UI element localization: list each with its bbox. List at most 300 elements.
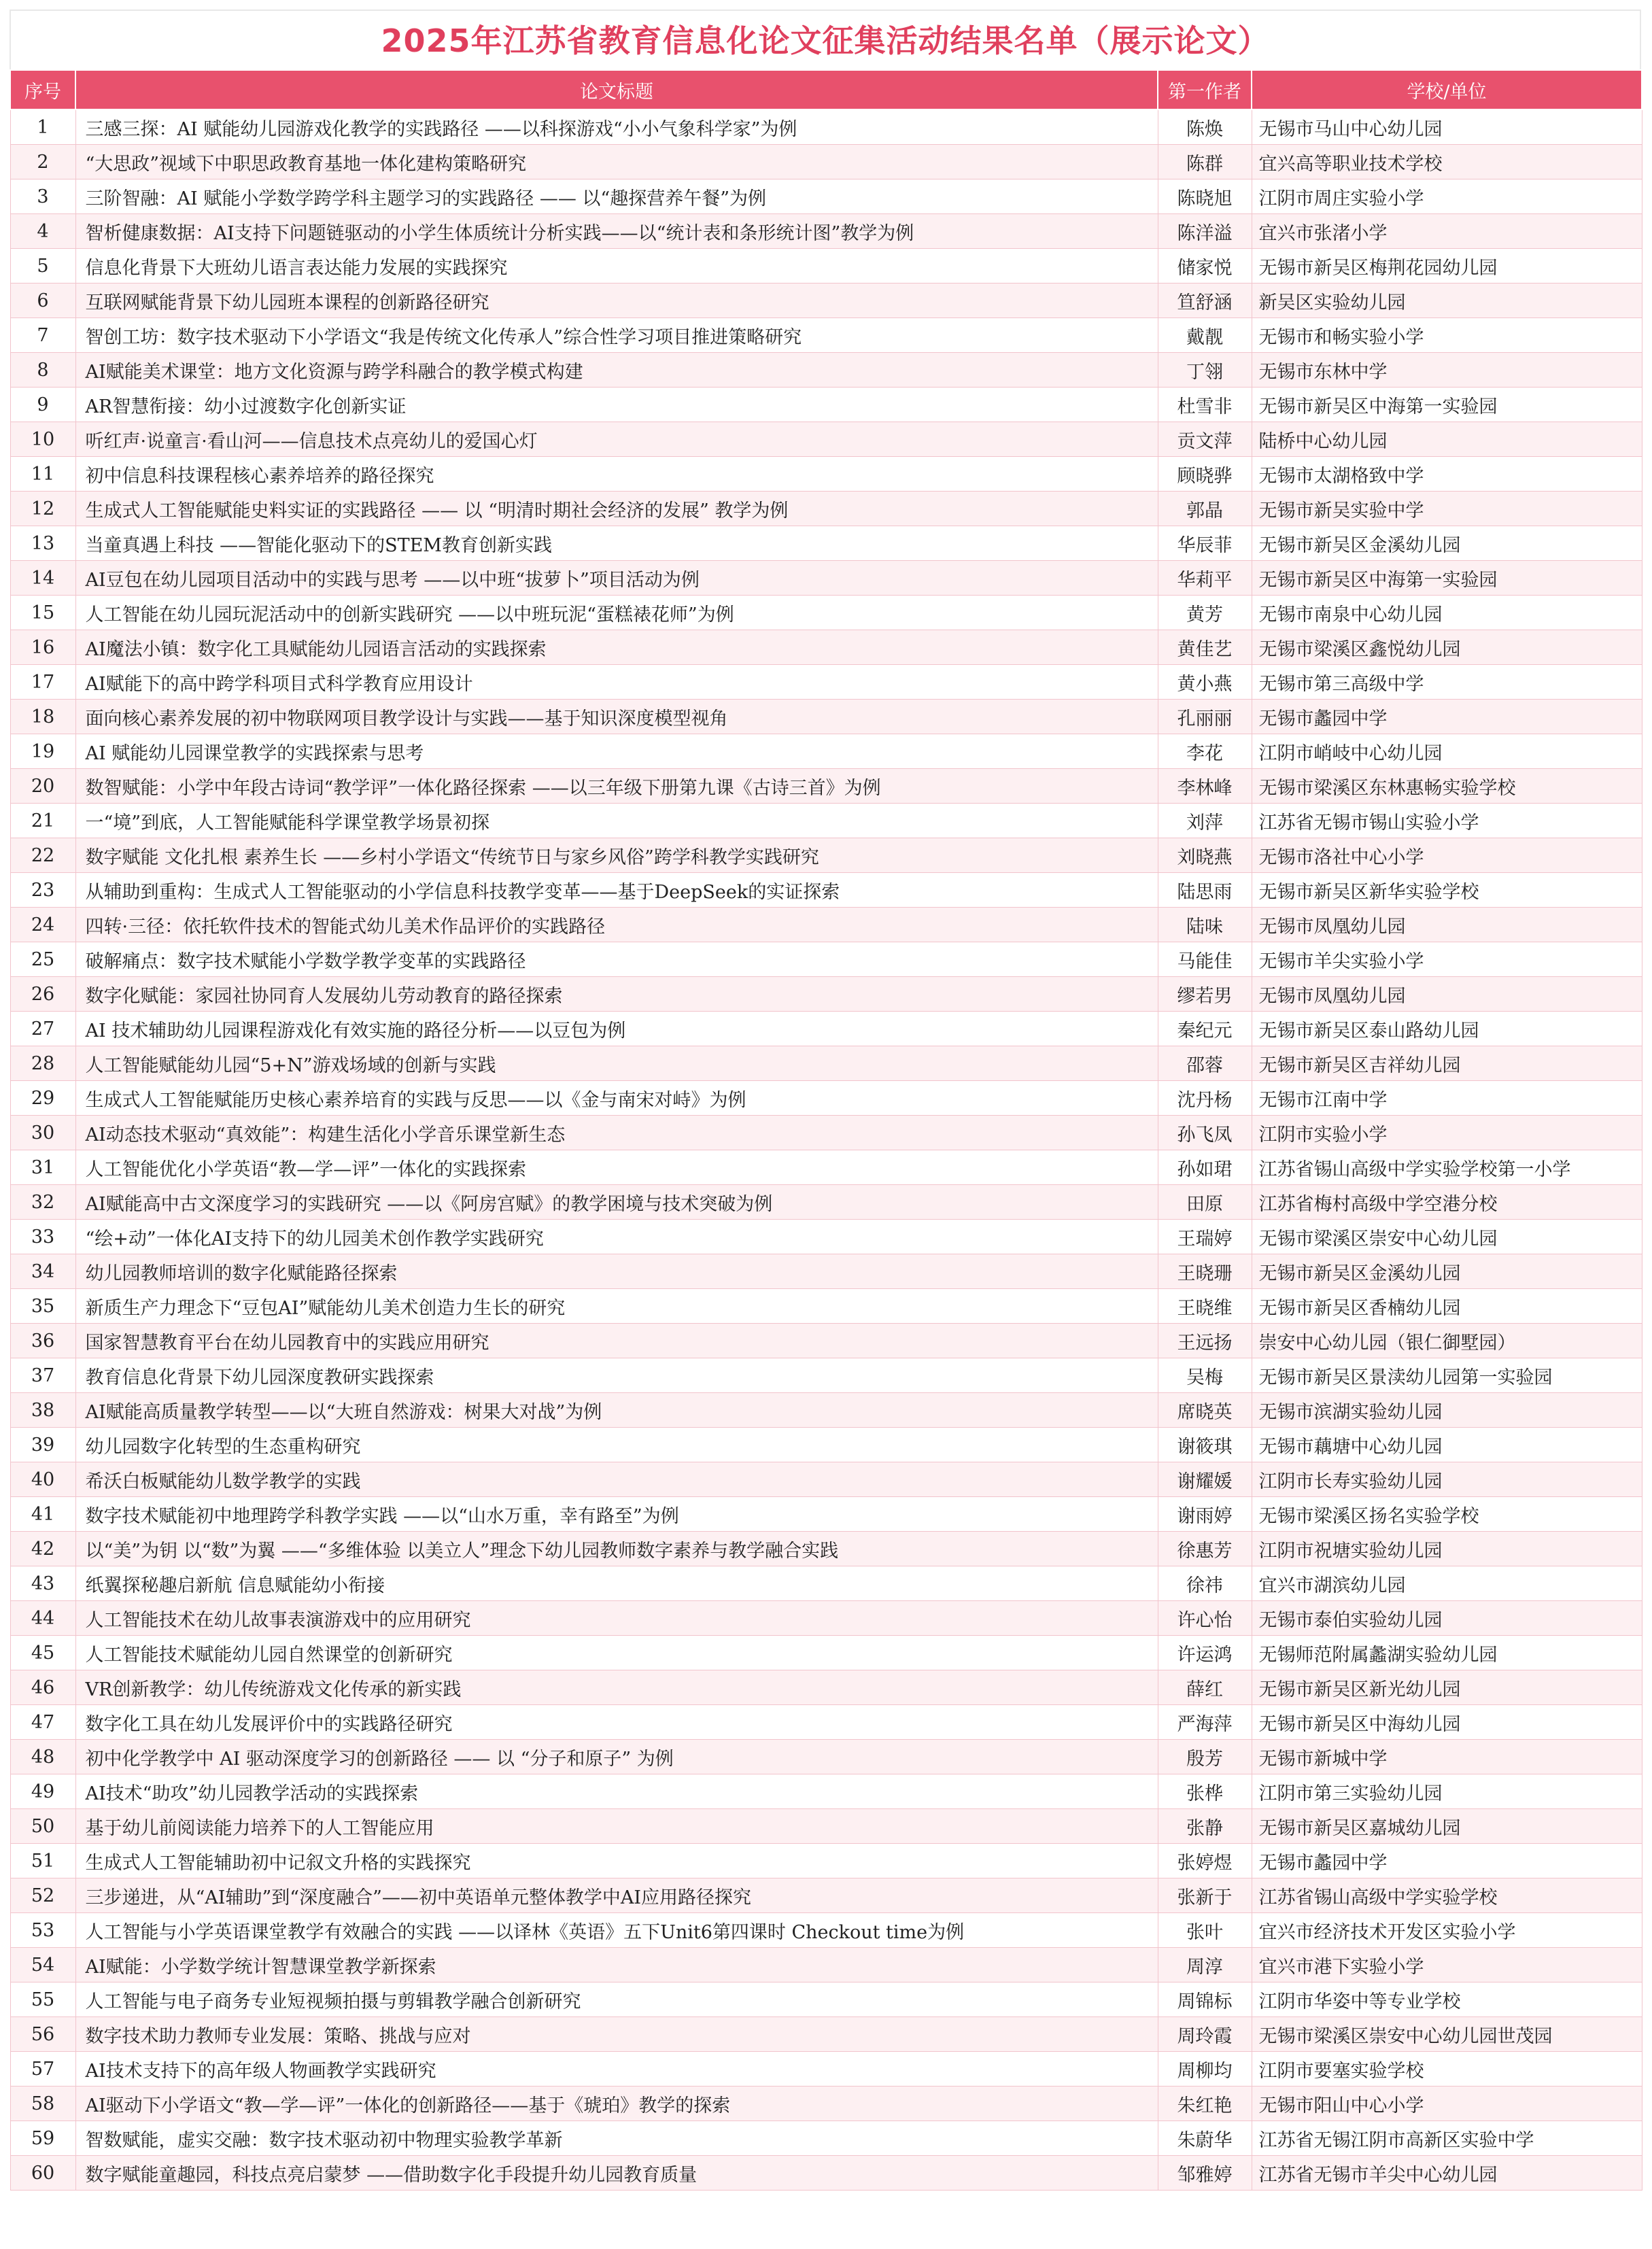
table-row (10, 908, 1642, 942)
cell-author: 谢耀媛 (1158, 1462, 1252, 1497)
table-row (10, 1289, 1642, 1324)
cell-author: 周淳 (1158, 1948, 1252, 1982)
cell-no: 14 (10, 561, 75, 596)
cell-school: 宜兴市经济技术开发区实验小学 (1252, 1913, 1642, 1948)
cell-no: 21 (10, 804, 75, 838)
cell-title: 数字技术助力教师专业发展：策略、挑战与应对 (75, 2017, 1158, 2052)
cell-no: 13 (10, 526, 75, 561)
cell-author: 陆味 (1158, 908, 1252, 942)
cell-school: 无锡市马山中心幼儿园 (1252, 109, 1642, 145)
cell-title: “绘+动”一体化AI支持下的幼儿园美术创作教学实践研究 (75, 1220, 1158, 1254)
cell-no: 6 (10, 284, 75, 318)
cell-school: 无锡市新吴实验中学 (1252, 492, 1642, 526)
cell-author: 田原 (1158, 1185, 1252, 1220)
cell-school: 新吴区实验幼儿园 (1252, 284, 1642, 318)
cell-title: 教育信息化背景下幼儿园深度教研实践探索 (75, 1358, 1158, 1393)
cell-no: 31 (10, 1150, 75, 1185)
table-row (10, 145, 1642, 179)
cell-title: 初中化学教学中 AI 驱动深度学习的创新路径 —— 以 “分子和原子” 为例 (75, 1740, 1158, 1774)
cell-author: 邹雅婷 (1158, 2156, 1252, 2191)
table-row (10, 1844, 1642, 1878)
table-row (10, 1601, 1642, 1636)
cell-title: 当童真遇上科技 ——智能化驱动下的STEM教育创新实践 (75, 526, 1158, 561)
table-row (10, 734, 1642, 769)
cell-school: 无锡市新吴区金溪幼儿园 (1252, 526, 1642, 561)
cell-title: 生成式人工智能赋能史料实证的实践路径 —— 以 “明清时期社会经济的发展” 教学为例 (75, 492, 1158, 526)
cell-school: 江苏省无锡市锡山实验小学 (1252, 804, 1642, 838)
table-row (10, 1497, 1642, 1532)
cell-no: 48 (10, 1740, 75, 1774)
cell-author: 张叶 (1158, 1913, 1252, 1948)
table-row (10, 1532, 1642, 1566)
table-row (10, 2017, 1642, 2052)
cell-no: 56 (10, 2017, 75, 2052)
cell-school: 无锡市太湖格致中学 (1252, 457, 1642, 492)
cell-author: 张新于 (1158, 1878, 1252, 1913)
cell-title: 人工智能技术在幼儿故事表演游戏中的应用研究 (75, 1601, 1158, 1636)
cell-author: 华辰菲 (1158, 526, 1252, 561)
cell-no: 57 (10, 2052, 75, 2087)
cell-title: 初中信息科技课程核心素养培养的路径探究 (75, 457, 1158, 492)
table-row (10, 873, 1642, 908)
table-row (10, 2156, 1642, 2191)
cell-title: AI技术支持下的高年级人物画教学实践研究 (75, 2052, 1158, 2087)
cell-school: 无锡市新吴区中海第一实验园 (1252, 388, 1642, 422)
cell-title: 数字赋能 文化扎根 素养生长 ——乡村小学语文“传统节日与家乡风俗”跨学科教学实践研究 (75, 838, 1158, 873)
cell-no: 39 (10, 1428, 75, 1462)
cell-school: 无锡市滨湖实验幼儿园 (1252, 1393, 1642, 1428)
cell-school: 崇安中心幼儿园（银仁御墅园） (1252, 1324, 1642, 1358)
cell-school: 无锡市藕塘中心幼儿园 (1252, 1428, 1642, 1462)
cell-no: 27 (10, 1012, 75, 1046)
cell-author: 许心怡 (1158, 1601, 1252, 1636)
cell-school: 无锡市新吴区中海第一实验园 (1252, 561, 1642, 596)
table-row (10, 977, 1642, 1012)
cell-school: 无锡市阳山中心小学 (1252, 2087, 1642, 2121)
cell-author: 孔丽丽 (1158, 700, 1252, 734)
table-row (10, 1462, 1642, 1497)
cell-author: 严海萍 (1158, 1705, 1252, 1740)
cell-author: 陈洋溢 (1158, 214, 1252, 249)
cell-school: 无锡市第三高级中学 (1252, 665, 1642, 700)
cell-author: 王晓维 (1158, 1289, 1252, 1324)
cell-school: 江阴市长寿实验幼儿园 (1252, 1462, 1642, 1497)
table-row (10, 109, 1642, 145)
table-row (10, 1081, 1642, 1116)
cell-no: 9 (10, 388, 75, 422)
cell-title: AI豆包在幼儿园项目活动中的实践与思考 ——以中班“拔萝卜”项目活动为例 (75, 561, 1158, 596)
cell-author: 张静 (1158, 1809, 1252, 1844)
cell-title: 以“美”为钥 以“数”为翼 ——“多维体验 以美立人”理念下幼儿园教师数字素养与教学融合实践 (75, 1532, 1158, 1566)
cell-no: 49 (10, 1774, 75, 1809)
table-row (10, 561, 1642, 596)
cell-school: 无锡市梁溪区崇安中心幼儿园 (1252, 1220, 1642, 1254)
cell-school: 无锡市洛社中心小学 (1252, 838, 1642, 873)
cell-title: VR创新教学：幼儿传统游戏文化传承的新实践 (75, 1670, 1158, 1705)
cell-school: 无锡市梁溪区扬名实验学校 (1252, 1497, 1642, 1532)
table-row (10, 2121, 1642, 2156)
cell-no: 32 (10, 1185, 75, 1220)
cell-school: 无锡市和畅实验小学 (1252, 318, 1642, 353)
table-row (10, 769, 1642, 804)
cell-author: 秦纪元 (1158, 1012, 1252, 1046)
cell-school: 无锡市江南中学 (1252, 1081, 1642, 1116)
table-row (10, 1428, 1642, 1462)
cell-title: 国家智慧教育平台在幼儿园教育中的实践应用研究 (75, 1324, 1158, 1358)
cell-school: 江苏省锡山高级中学实验学校 (1252, 1878, 1642, 1913)
cell-no: 40 (10, 1462, 75, 1497)
cell-no: 20 (10, 769, 75, 804)
cell-title: AI驱动下小学语文“教—学—评”一体化的创新路径——基于《琥珀》教学的探索 (75, 2087, 1158, 2121)
cell-title: 三感三探：AI 赋能幼儿园游戏化教学的实践路径 ——以科探游戏“小小气象科学家”为例 (75, 109, 1158, 145)
cell-school: 无锡师范附属蠡湖实验幼儿园 (1252, 1636, 1642, 1670)
table-row (10, 596, 1642, 630)
cell-school: 无锡市东林中学 (1252, 353, 1642, 388)
cell-school: 江阴市华姿中等专业学校 (1252, 1982, 1642, 2017)
cell-author: 周玲霞 (1158, 2017, 1252, 2052)
cell-no: 15 (10, 596, 75, 630)
cell-no: 5 (10, 249, 75, 284)
cell-school: 无锡市新吴区金溪幼儿园 (1252, 1254, 1642, 1289)
cell-author: 李林峰 (1158, 769, 1252, 804)
cell-author: 华莉平 (1158, 561, 1252, 596)
table-row (10, 318, 1642, 353)
cell-school: 江苏省梅村高级中学空港分校 (1252, 1185, 1642, 1220)
cell-author: 王远扬 (1158, 1324, 1252, 1358)
cell-no: 41 (10, 1497, 75, 1532)
cell-school: 宜兴市港下实验小学 (1252, 1948, 1642, 1982)
table-row (10, 422, 1642, 457)
cell-school: 江阴市实验小学 (1252, 1116, 1642, 1150)
cell-title: 听红声·说童言·看山河——信息技术点亮幼儿的爱国心灯 (75, 422, 1158, 457)
header-school: 学校/单位 (1252, 70, 1642, 109)
cell-title: 纸翼探秘趣启新航 信息赋能幼小衔接 (75, 1566, 1158, 1601)
results-sheet (10, 10, 1641, 2191)
table-row (10, 214, 1642, 249)
cell-title: AI 技术辅助幼儿园课程游戏化有效实施的路径分析——以豆包为例 (75, 1012, 1158, 1046)
cell-title: 破解痛点：数字技术赋能小学数学教学变革的实践路径 (75, 942, 1158, 977)
cell-title: 生成式人工智能赋能历史核心素养培育的实践与反思——以《金与南宋对峙》为例 (75, 1081, 1158, 1116)
cell-school: 宜兴高等职业技术学校 (1252, 145, 1642, 179)
cell-title: 三阶智融：AI 赋能小学数学跨学科主题学习的实践路径 —— 以“趣探营养午餐”为例 (75, 179, 1158, 214)
table-row (10, 1740, 1642, 1774)
table-row (10, 2052, 1642, 2087)
cell-author: 陆思雨 (1158, 873, 1252, 908)
cell-school: 无锡市凤凰幼儿园 (1252, 977, 1642, 1012)
table-row (10, 1358, 1642, 1393)
cell-title: 幼儿园数字化转型的生态重构研究 (75, 1428, 1158, 1462)
cell-no: 38 (10, 1393, 75, 1428)
cell-no: 43 (10, 1566, 75, 1601)
cell-author: 郭晶 (1158, 492, 1252, 526)
cell-author: 薛红 (1158, 1670, 1252, 1705)
cell-author: 吴梅 (1158, 1358, 1252, 1393)
cell-title: 人工智能在幼儿园玩泥活动中的创新实践研究 ——以中班玩泥“蛋糕裱花师”为例 (75, 596, 1158, 630)
cell-author: 杜雪非 (1158, 388, 1252, 422)
cell-author: 徐祎 (1158, 1566, 1252, 1601)
cell-title: 新质生产力理念下“豆包AI”赋能幼儿美术创造力生长的研究 (75, 1289, 1158, 1324)
cell-no: 52 (10, 1878, 75, 1913)
cell-school: 江苏省无锡江阴市高新区实验中学 (1252, 2121, 1642, 2156)
cell-title: AI赋能高质量教学转型——以“大班自然游戏：树果大对战”为例 (75, 1393, 1158, 1428)
cell-no: 50 (10, 1809, 75, 1844)
cell-school: 无锡市新吴区吉祥幼儿园 (1252, 1046, 1642, 1081)
cell-author: 李花 (1158, 734, 1252, 769)
cell-school: 无锡市新吴区泰山路幼儿园 (1252, 1012, 1642, 1046)
table-row (10, 284, 1642, 318)
cell-school: 无锡市新吴区新光幼儿园 (1252, 1670, 1642, 1705)
cell-no: 58 (10, 2087, 75, 2121)
cell-author: 孙飞凤 (1158, 1116, 1252, 1150)
cell-title: 数字化赋能：家园社协同育人发展幼儿劳动教育的路径探索 (75, 977, 1158, 1012)
cell-author: 席晓英 (1158, 1393, 1252, 1428)
cell-school: 江阴市周庄实验小学 (1252, 179, 1642, 214)
cell-title: AI魔法小镇：数字化工具赋能幼儿园语言活动的实践探索 (75, 630, 1158, 665)
cell-no: 7 (10, 318, 75, 353)
cell-no: 17 (10, 665, 75, 700)
table-row (10, 942, 1642, 977)
cell-no: 26 (10, 977, 75, 1012)
cell-title: AI赋能下的高中跨学科项目式科学教育应用设计 (75, 665, 1158, 700)
cell-title: 数字化工具在幼儿发展评价中的实践路径研究 (75, 1705, 1158, 1740)
cell-no: 42 (10, 1532, 75, 1566)
cell-no: 46 (10, 1670, 75, 1705)
cell-title: 互联网赋能背景下幼儿园班本课程的创新路径研究 (75, 284, 1158, 318)
cell-no: 8 (10, 353, 75, 388)
cell-school: 无锡市羊尖实验小学 (1252, 942, 1642, 977)
cell-title: 从辅助到重构：生成式人工智能驱动的小学信息科技教学变革——基于DeepSeek的实证探索 (75, 873, 1158, 908)
table-row (10, 1150, 1642, 1185)
cell-school: 陆桥中心幼儿园 (1252, 422, 1642, 457)
table-body (10, 109, 1642, 2191)
table-row (10, 1566, 1642, 1601)
cell-no: 4 (10, 214, 75, 249)
table-row (10, 249, 1642, 284)
cell-title: AI赋能高中古文深度学习的实践研究 ——以《阿房宫赋》的教学困境与技术突破为例 (75, 1185, 1158, 1220)
table-row (10, 1116, 1642, 1150)
cell-title: 三步递进，从“AI辅助”到“深度融合”——初中英语单元整体教学中AI应用路径探究 (75, 1878, 1158, 1913)
cell-author: 陈群 (1158, 145, 1252, 179)
table-row (10, 1012, 1642, 1046)
table-row (10, 1220, 1642, 1254)
cell-title: “大思政”视域下中职思政教育基地一体化建构策略研究 (75, 145, 1158, 179)
header-author: 第一作者 (1158, 70, 1252, 109)
cell-school: 江苏省锡山高级中学实验学校第一小学 (1252, 1150, 1642, 1185)
table-row (10, 700, 1642, 734)
cell-school: 江阴市祝塘实验幼儿园 (1252, 1532, 1642, 1566)
header-no: 序号 (10, 70, 75, 109)
cell-title: AI动态技术驱动“真效能”：构建生活化小学音乐课堂新生态 (75, 1116, 1158, 1150)
cell-no: 47 (10, 1705, 75, 1740)
cell-school: 无锡市新吴区新华实验学校 (1252, 873, 1642, 908)
table-row (10, 1670, 1642, 1705)
cell-title: 一“境”到底，人工智能赋能科学课堂教学场景初探 (75, 804, 1158, 838)
cell-school: 无锡市新吴区景渎幼儿园第一实验园 (1252, 1358, 1642, 1393)
cell-title: 人工智能与小学英语课堂教学有效融合的实践 ——以译林《英语》五下Unit6第四课时 Checkout time为例 (75, 1913, 1158, 1948)
table-row (10, 1324, 1642, 1358)
cell-school: 无锡市梁溪区东林惠畅实验学校 (1252, 769, 1642, 804)
cell-author: 储家悦 (1158, 249, 1252, 284)
table-row (10, 1809, 1642, 1844)
cell-title: 数字技术赋能初中地理跨学科教学实践 ——以“山水万重，幸有路至”为例 (75, 1497, 1158, 1532)
cell-no: 51 (10, 1844, 75, 1878)
cell-author: 王晓珊 (1158, 1254, 1252, 1289)
cell-no: 24 (10, 908, 75, 942)
cell-author: 邵蓉 (1158, 1046, 1252, 1081)
cell-title: 面向核心素养发展的初中物联网项目教学设计与实践——基于知识深度模型视角 (75, 700, 1158, 734)
table-row (10, 457, 1642, 492)
table-row (10, 1393, 1642, 1428)
cell-no: 25 (10, 942, 75, 977)
cell-author: 贡文萍 (1158, 422, 1252, 457)
cell-author: 笪舒涵 (1158, 284, 1252, 318)
cell-no: 12 (10, 492, 75, 526)
cell-title: 智数赋能，虚实交融：数字技术驱动初中物理实验教学革新 (75, 2121, 1158, 2156)
table-row (10, 1636, 1642, 1670)
cell-no: 33 (10, 1220, 75, 1254)
cell-no: 29 (10, 1081, 75, 1116)
cell-school: 江阴市峭岐中心幼儿园 (1252, 734, 1642, 769)
cell-title: 幼儿园教师培训的数字化赋能路径探索 (75, 1254, 1158, 1289)
cell-author: 谢筱琪 (1158, 1428, 1252, 1462)
cell-no: 16 (10, 630, 75, 665)
cell-school: 无锡市新吴区中海幼儿园 (1252, 1705, 1642, 1740)
table-row (10, 1948, 1642, 1982)
page-title: 2025年江苏省教育信息化论文征集活动结果名单（展示论文） (10, 10, 1641, 69)
cell-author: 沈丹杨 (1158, 1081, 1252, 1116)
cell-author: 周锦标 (1158, 1982, 1252, 2017)
table-row (10, 1982, 1642, 2017)
cell-no: 19 (10, 734, 75, 769)
cell-no: 60 (10, 2156, 75, 2191)
cell-school: 江阴市要塞实验学校 (1252, 2052, 1642, 2087)
cell-author: 王瑞婷 (1158, 1220, 1252, 1254)
cell-no: 30 (10, 1116, 75, 1150)
cell-title: AI赋能：小学数学统计智慧课堂教学新探索 (75, 1948, 1158, 1982)
cell-title: 数字赋能童趣园，科技点亮启蒙梦 ——借助数字化手段提升幼儿园教育质量 (75, 2156, 1158, 2191)
table-row (10, 353, 1642, 388)
cell-school: 江阴市第三实验幼儿园 (1252, 1774, 1642, 1809)
cell-title: 基于幼儿前阅读能力培养下的人工智能应用 (75, 1809, 1158, 1844)
cell-author: 马能佳 (1158, 942, 1252, 977)
cell-title: 人工智能技术赋能幼儿园自然课堂的创新研究 (75, 1636, 1158, 1670)
cell-school: 江苏省无锡市羊尖中心幼儿园 (1252, 2156, 1642, 2191)
cell-no: 11 (10, 457, 75, 492)
cell-author: 徐惠芳 (1158, 1532, 1252, 1566)
cell-no: 37 (10, 1358, 75, 1393)
cell-no: 35 (10, 1289, 75, 1324)
cell-author: 缪若男 (1158, 977, 1252, 1012)
cell-school: 无锡市南泉中心幼儿园 (1252, 596, 1642, 630)
cell-author: 殷芳 (1158, 1740, 1252, 1774)
table-row (10, 665, 1642, 700)
table-row (10, 179, 1642, 214)
cell-author: 顾晓骅 (1158, 457, 1252, 492)
cell-author: 许运鸿 (1158, 1636, 1252, 1670)
cell-title: 智创工坊：数字技术驱动下小学语文“我是传统文化传承人”综合性学习项目推进策略研究 (75, 318, 1158, 353)
cell-no: 54 (10, 1948, 75, 1982)
table-row (10, 1254, 1642, 1289)
cell-no: 36 (10, 1324, 75, 1358)
cell-school: 无锡市梁溪区鑫悦幼儿园 (1252, 630, 1642, 665)
table-row (10, 630, 1642, 665)
header-row (10, 70, 1642, 109)
cell-title: 人工智能与电子商务专业短视频拍摄与剪辑教学融合创新研究 (75, 1982, 1158, 2017)
table-row (10, 1046, 1642, 1081)
cell-no: 10 (10, 422, 75, 457)
table-row (10, 2087, 1642, 2121)
header-title: 论文标题 (75, 70, 1158, 109)
table-row (10, 838, 1642, 873)
table-row (10, 1705, 1642, 1740)
cell-author: 朱蔚华 (1158, 2121, 1252, 2156)
cell-author: 黄芳 (1158, 596, 1252, 630)
cell-no: 53 (10, 1913, 75, 1948)
cell-author: 丁翎 (1158, 353, 1252, 388)
cell-no: 3 (10, 179, 75, 214)
cell-author: 戴靓 (1158, 318, 1252, 353)
cell-author: 黄佳艺 (1158, 630, 1252, 665)
cell-title: AI技术“助攻”幼儿园教学活动的实践探索 (75, 1774, 1158, 1809)
cell-title: 生成式人工智能辅助初中记叙文升格的实践探究 (75, 1844, 1158, 1878)
cell-no: 45 (10, 1636, 75, 1670)
cell-school: 无锡市新吴区梅荆花园幼儿园 (1252, 249, 1642, 284)
cell-title: 人工智能优化小学英语“教—学—评”一体化的实践探索 (75, 1150, 1158, 1185)
cell-author: 谢雨婷 (1158, 1497, 1252, 1532)
cell-no: 28 (10, 1046, 75, 1081)
cell-author: 刘晓燕 (1158, 838, 1252, 873)
table-row (10, 1185, 1642, 1220)
cell-school: 无锡市蠡园中学 (1252, 700, 1642, 734)
table-row (10, 1774, 1642, 1809)
cell-author: 张桦 (1158, 1774, 1252, 1809)
cell-no: 22 (10, 838, 75, 873)
cell-no: 59 (10, 2121, 75, 2156)
cell-school: 无锡市凤凰幼儿园 (1252, 908, 1642, 942)
cell-author: 刘萍 (1158, 804, 1252, 838)
cell-school: 无锡市新城中学 (1252, 1740, 1642, 1774)
table-row (10, 804, 1642, 838)
cell-school: 宜兴市张渚小学 (1252, 214, 1642, 249)
cell-title: 四转·三径：依托软件技术的智能式幼儿美术作品评价的实践路径 (75, 908, 1158, 942)
cell-no: 34 (10, 1254, 75, 1289)
cell-no: 2 (10, 145, 75, 179)
table-row (10, 492, 1642, 526)
cell-no: 55 (10, 1982, 75, 2017)
cell-title: 人工智能赋能幼儿园“5+N”游戏场域的创新与实践 (75, 1046, 1158, 1081)
cell-school: 无锡市新吴区嘉城幼儿园 (1252, 1809, 1642, 1844)
table-row (10, 1878, 1642, 1913)
cell-title: 智析健康数据：AI支持下问题链驱动的小学生体质统计分析实践——以“统计表和条形统计图”教学为例 (75, 214, 1158, 249)
results-table (10, 69, 1642, 2191)
cell-school: 宜兴市湖滨幼儿园 (1252, 1566, 1642, 1601)
cell-title: 信息化背景下大班幼儿语言表达能力发展的实践探究 (75, 249, 1158, 284)
cell-title: AI赋能美术课堂：地方文化资源与跨学科融合的教学模式构建 (75, 353, 1158, 388)
cell-title: 数智赋能：小学中年段古诗词“教学评”一体化路径探索 ——以三年级下册第九课《古诗三首》为例 (75, 769, 1158, 804)
cell-author: 周柳均 (1158, 2052, 1252, 2087)
cell-school: 无锡市新吴区香楠幼儿园 (1252, 1289, 1642, 1324)
cell-no: 18 (10, 700, 75, 734)
table-row (10, 526, 1642, 561)
cell-school: 无锡市蠡园中学 (1252, 1844, 1642, 1878)
cell-author: 张婷煜 (1158, 1844, 1252, 1878)
cell-title: AI 赋能幼儿园课堂教学的实践探索与思考 (75, 734, 1158, 769)
cell-author: 孙如珺 (1158, 1150, 1252, 1185)
table-row (10, 388, 1642, 422)
cell-author: 黄小燕 (1158, 665, 1252, 700)
cell-school: 无锡市泰伯实验幼儿园 (1252, 1601, 1642, 1636)
cell-title: AR智慧衔接：幼小过渡数字化创新实证 (75, 388, 1158, 422)
